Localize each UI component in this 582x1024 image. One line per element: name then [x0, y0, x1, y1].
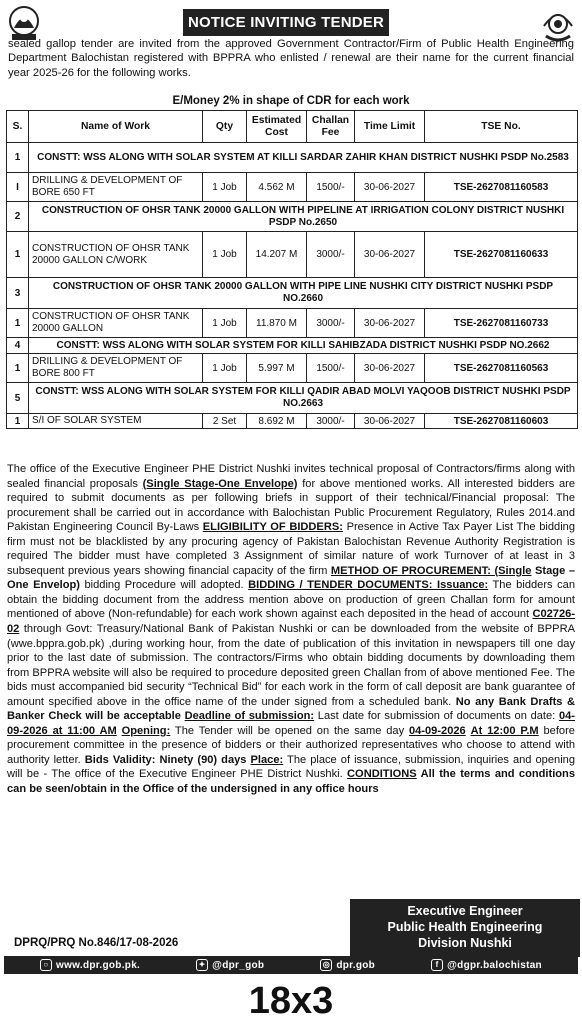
- item-fee: 1500/-: [307, 173, 355, 202]
- item-number: I: [7, 173, 29, 202]
- item-fee: 3000/-: [307, 232, 355, 278]
- signature-block: [350, 899, 580, 957]
- col-cost: Estimated Cost: [247, 111, 307, 143]
- item-name: DRILLING & DEVELOPMENT OF BORE 800 FT: [29, 354, 203, 383]
- item-qty: 1 Job: [203, 354, 247, 383]
- table-row: [7, 414, 578, 429]
- item-time: 30-06-2027: [355, 173, 425, 202]
- reference-number: DPRQ/PRQ No.846/17-08-2026: [14, 937, 179, 949]
- item-tse: TSE-2627081160563: [425, 354, 578, 383]
- group-number: 3: [7, 278, 29, 309]
- group-title: CONSTRUCTION OF OHSR TANK 20000 GALLON WITH PIPE LINE NUSHKI CITY DISTRICT NUSHKI PSDP NO.2660: [29, 278, 578, 309]
- footer-twitter[interactable]: [196, 959, 264, 971]
- item-tse: TSE-2627081160583: [425, 173, 578, 202]
- group-title: CONSTT: WSS ALONG WITH SOLAR SYSTEM FOR KILLI QADIR ABAD MOLVI YAQOOB DISTRICT NUSHKI PSDP NO.2663: [29, 383, 578, 414]
- page-title: NOTICE INVITING TENDER: [183, 9, 389, 36]
- item-cost: 4.562 M: [247, 173, 307, 202]
- instagram-text: dpr.gob: [336, 959, 376, 971]
- item-number: 1: [7, 414, 29, 429]
- website-text: www.dpr.gob.pk.: [56, 959, 141, 971]
- conditions-text: All the terms and conditions can be seen/obtain in the Office of the undersigned in any office hours: [7, 768, 575, 796]
- group-number: 4: [7, 338, 29, 354]
- body-text: Presence in Active Tax Payer List The bidding firm must not be blacklisted by any procuring agency of Pakistan Balochistan Revenue Authority Registration is required The bidder must have completed 3 Assignment of similar nature of work Turnover of at least in 3 subsequent previous years showing financial capacity of the firm: [7, 521, 575, 577]
- footer-website[interactable]: [40, 959, 140, 971]
- group-title: CONSTT: WSS ALONG WITH SOLAR SYSTEM AT KILLI SARDAR ZAHIR KHAN DISTRICT NUSHKI PSDP No.2583: [29, 143, 578, 173]
- table-header-row: [7, 111, 578, 143]
- globe-icon: ○: [40, 959, 52, 971]
- notice-body: [7, 462, 575, 797]
- item-qty: 1 Job: [203, 232, 247, 278]
- group-row: [7, 143, 578, 173]
- table-row: [7, 232, 578, 278]
- method-tail: Stage –One Envelop): [7, 564, 575, 592]
- body-text: for above mentioned works. All interested bidders are required to submit documents as per following briefs in support of their technical/Financial proposal: The procurement shall be carried out in accordance with Balochistan Public Procurement Regulatory, Rules 2014.and Pakistan Engineering Council By-Laws: [7, 477, 576, 534]
- item-tse: TSE-2627081160633: [425, 232, 578, 278]
- item-number: 1: [7, 354, 29, 383]
- item-cost: 11.870 M: [247, 309, 307, 338]
- intro-text: sealed gallop tender are invited from the approved Government Contractor/Firm of Public Health Engineering Department Balochistan registered with BPPRA who enlisted / renewal are their name for the current financial year 2025-26 for the following works.: [8, 38, 574, 79]
- deadline-heading: Deadline of submission:: [184, 710, 315, 723]
- body-text: through Govt: Treasury/National Bank of Pakistan Nushki or can be downloaded from the website of BPPRA (wwe.bppra.gob.pk) ,during working hour, from the date of publication of this invitation in newspapers till one day prior to the last date of submission. The contractors/Firms who obtain bidding documents by downloading them from BPPRA website will also be required to procedure deposited green Challan from of above mentioned Fee. The bids must accompanied bid security “Technical Bid” for each work in the form of call deposit are bank guarantee of amount specified above in the office name of the under signed from a scheduled bank.: [7, 623, 575, 708]
- body-text: Last date for submission of documents on date:: [314, 710, 559, 723]
- item-qty: 1 Job: [203, 173, 247, 202]
- opening-time: At 12:00 P.M: [470, 724, 539, 737]
- group-number: 2: [7, 202, 29, 232]
- item-number: 1: [7, 232, 29, 278]
- table-row: [7, 173, 578, 202]
- documents-heading: BIDDING / TENDER DOCUMENTS: Issuance:: [248, 579, 489, 592]
- item-name: CONSTRUCTION OF OHSR TANK 20000 GALLON: [29, 309, 203, 338]
- col-qty: Qty: [203, 111, 247, 143]
- footer-instagram[interactable]: [320, 959, 375, 971]
- instagram-icon: ◎: [320, 959, 332, 971]
- body-text: The office of the Executive Engineer PHE District Nushki invites technical proposal of Contractors/firms along with sealed financial proposals: [7, 463, 575, 490]
- footer-facebook[interactable]: [431, 959, 542, 971]
- opening-date: 04-09-2026: [408, 724, 466, 737]
- item-cost: 14.207 M: [247, 232, 307, 278]
- method-heading: METHOD OF PROCUREMENT: (Single: [330, 564, 532, 577]
- body-text: The bidders can obtain the bidding document from the address mention above on production of green Challan form for amount mentioned of above (Non-refundable) for each work shown against each deposited in the head of account: [7, 579, 575, 621]
- item-time: 30-06-2027: [355, 309, 425, 338]
- item-time: 30-06-2027: [355, 354, 425, 383]
- item-name: S/I OF SOLAR SYSTEM: [29, 414, 203, 429]
- item-fee: 3000/-: [307, 309, 355, 338]
- bid-validity: Bids Validity: Ninety (90) days: [84, 753, 247, 766]
- group-title: CONSTRUCTION OF OHSR TANK 20000 GALLON WITH PIPELINE AT IRRIGATION COLONY DISTRICT NUSHKI PSDP No.2650: [29, 202, 578, 232]
- tender-table: [6, 110, 578, 429]
- emoney-note: E/Money 2% in shape of CDR for each work: [172, 95, 410, 107]
- col-name: Name of Work: [29, 111, 203, 143]
- item-tse: TSE-2627081160603: [425, 414, 578, 429]
- col-fee: Challan Fee: [307, 111, 355, 143]
- account-number: C02726-02: [7, 608, 575, 636]
- body-text: bidding Procedure will adopted.: [79, 579, 249, 592]
- item-fee: 1500/-: [307, 354, 355, 383]
- facebook-text: @dgpr.balochistan: [447, 959, 542, 971]
- item-tse: TSE-2627081160733: [425, 309, 578, 338]
- col-time: Time Limit: [355, 111, 425, 143]
- footer-bar: [4, 956, 578, 974]
- conditions-heading: CONDITIONS: [347, 768, 417, 781]
- item-name: CONSTRUCTION OF OHSR TANK 20000 GALLON C/WORK: [29, 232, 203, 278]
- item-time: 30-06-2027: [355, 414, 425, 429]
- item-time: 30-06-2027: [355, 232, 425, 278]
- col-sno: S.: [7, 111, 29, 143]
- group-row: [7, 338, 578, 354]
- signature-division: Division Nushki: [418, 936, 512, 950]
- group-title: CONSTT: WSS ALONG WITH SOLAR SYSTEM FOR KILLI SAHIBZADA DISTRICT NUSHKI PSDP NO.2662: [29, 338, 578, 354]
- twitter-text: @dpr_gob: [212, 959, 265, 971]
- eligibility-heading: ELIGIBILITY OF BIDDERS:: [202, 521, 343, 534]
- body-text: The Tender will be opened on the same day: [170, 724, 409, 737]
- deadline-date: 04-09-2026 at 11:00 AM: [7, 710, 575, 737]
- item-cost: 8.692 M: [247, 414, 307, 429]
- col-tse: TSE No.: [425, 111, 578, 143]
- table-row: [7, 354, 578, 383]
- ad-size-label: 18x3: [248, 980, 334, 1022]
- table-row: [7, 309, 578, 338]
- place-heading: Place:: [250, 753, 284, 766]
- item-qty: 1 Job: [203, 309, 247, 338]
- facebook-icon: f: [431, 959, 443, 971]
- item-fee: 3000/-: [307, 414, 355, 429]
- group-row: [7, 383, 578, 414]
- signature-title: Executive Engineer: [407, 904, 523, 918]
- body-text: The place of issuance, submission, inquiries and opening will be - The office of the Executive Engineer PHE District Nushki.: [7, 753, 575, 781]
- body-text: before procurement committee in the presence of bidders or their authorized representatives who choose to attend with authority letter.: [7, 724, 575, 766]
- opening-heading: Opening:: [121, 724, 171, 737]
- item-qty: 2 Set: [203, 414, 247, 429]
- twitter-icon: ✦: [196, 959, 208, 971]
- group-row: [7, 202, 578, 232]
- envelope-method: (Single Stage-One Envelope): [142, 477, 298, 490]
- no-drafts-note: No any Bank Drafts & Banker Check will be acceptable: [7, 695, 575, 723]
- group-number: 1: [7, 143, 29, 173]
- item-name: DRILLING & DEVELOPMENT OF BORE 650 FT: [29, 173, 203, 202]
- signature-department: Public Health Engineering: [387, 920, 543, 934]
- item-number: 1: [7, 309, 29, 338]
- item-cost: 5.997 M: [247, 354, 307, 383]
- group-number: 5: [7, 383, 29, 414]
- group-row: [7, 278, 578, 309]
